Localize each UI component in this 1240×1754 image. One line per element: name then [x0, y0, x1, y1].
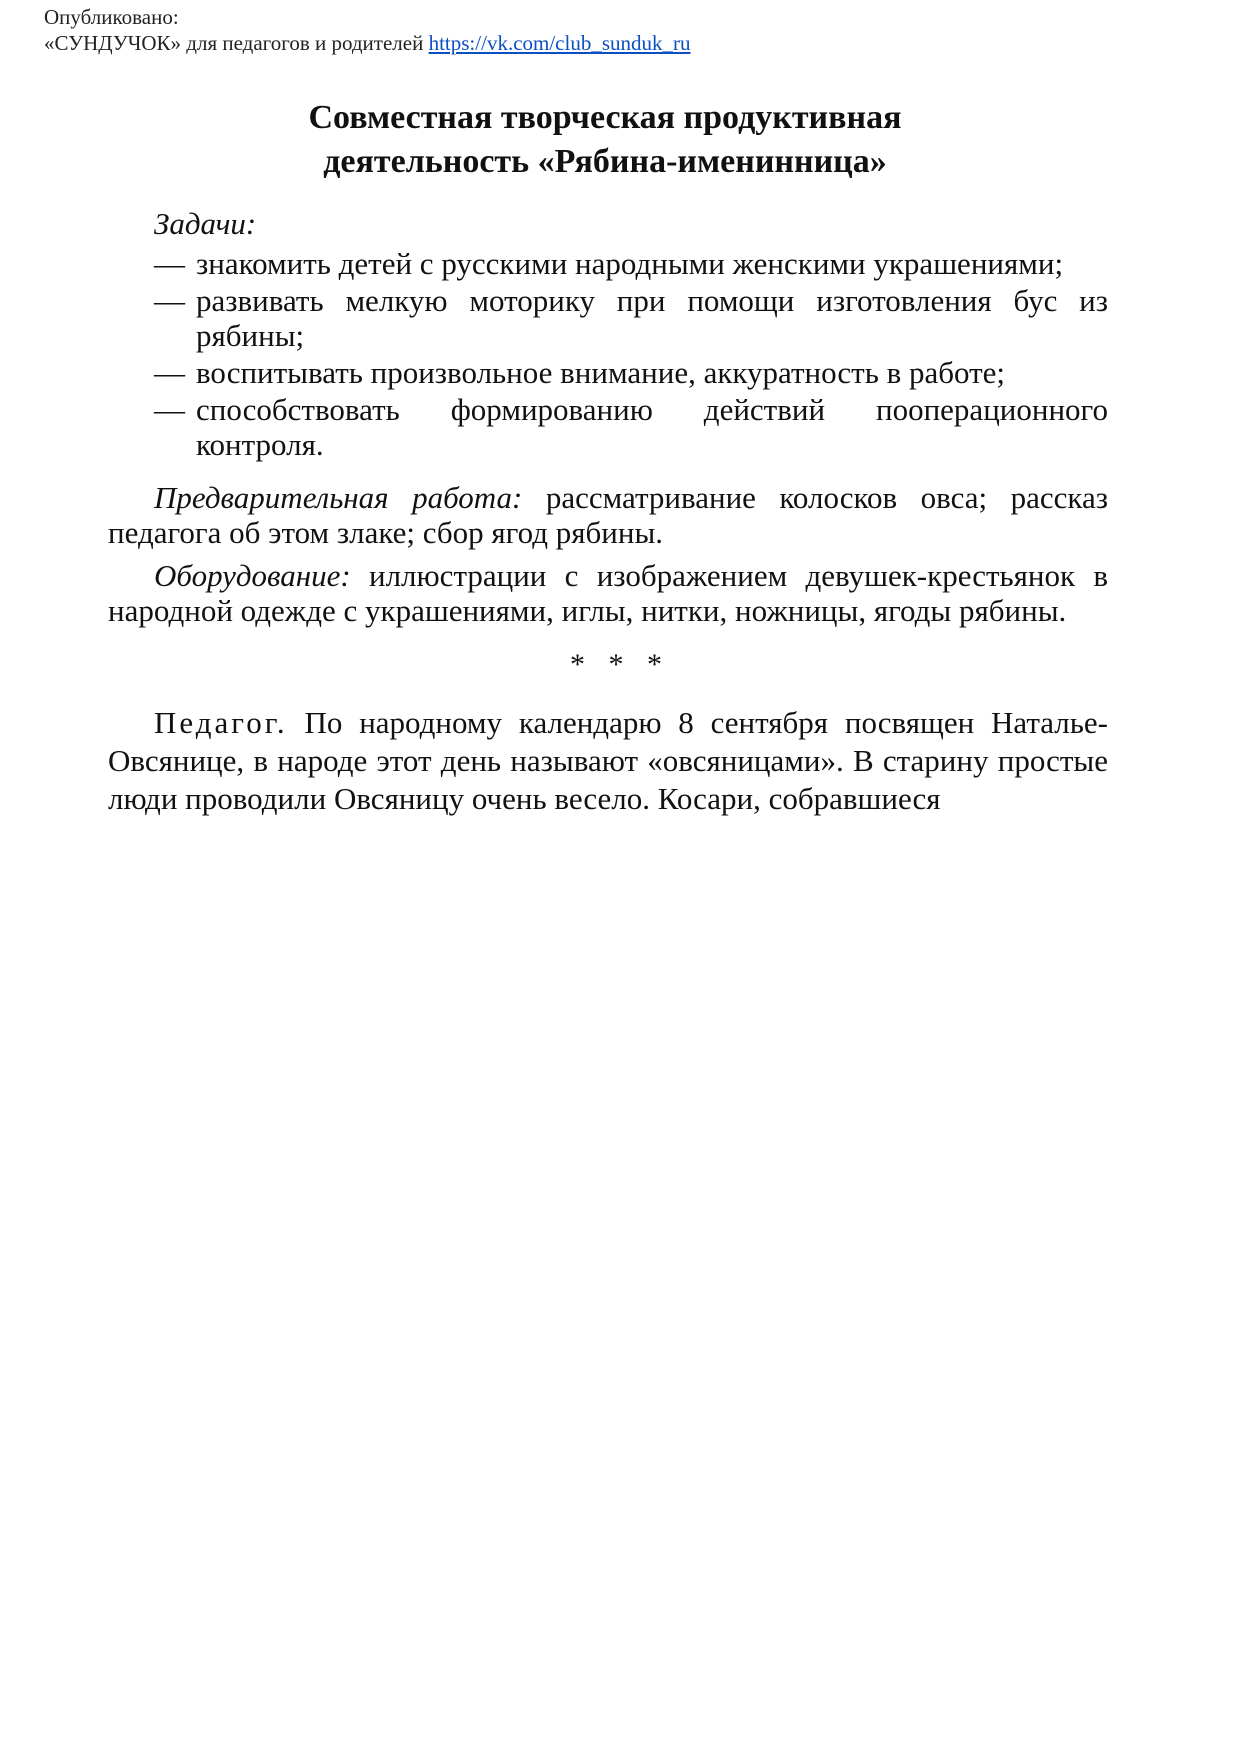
dash-marker: —: [154, 246, 185, 281]
list-item: [154, 283, 1108, 353]
preliminary-label: Предварительная работа:: [154, 480, 523, 515]
task-text: знакомить детей с русскими народными женскими украшениями;: [196, 246, 1064, 281]
publisher-text: «СУНДУЧОК» для педагогов и родителей: [44, 31, 424, 55]
list-item: [154, 392, 1108, 462]
preliminary-work-paragraph: [108, 480, 1108, 550]
speaker-label: Педагог.: [154, 705, 288, 740]
section-separator: * * *: [570, 648, 670, 681]
list-item: [154, 246, 1108, 281]
published-label: Опубликовано:: [44, 5, 179, 29]
title-line-2: деятельность «Рябина-именинница»: [323, 143, 887, 180]
dash-marker: —: [154, 283, 185, 318]
equipment-text: иллюстрации с изображением девушек-крестьянок в народной одежде с украшениями, иглы, нитки, ножницы, ягоды рябины.: [108, 558, 1108, 628]
title-line-1: Совместная творческая продуктивная: [308, 99, 902, 136]
narrative-paragraph: [108, 704, 1108, 818]
tasks-list: [154, 246, 1108, 464]
dash-marker: —: [154, 355, 185, 390]
equipment-label: Оборудование:: [154, 558, 351, 593]
list-item: [154, 355, 1108, 390]
dash-marker: —: [154, 392, 185, 427]
tasks-label: Задачи:: [154, 206, 257, 241]
page-title: [100, 96, 1110, 184]
narrative-text: По народному календарю 8 сентября посвящен Наталье-Овсянице, в народе этот день называют «овсяницами». В старину простые люди проводили Овсяницу очень весело. Косари, собравшиеся: [108, 705, 1108, 816]
task-text: воспитывать произвольное внимание, аккуратность в работе;: [196, 355, 1006, 390]
publisher-line: [44, 30, 691, 56]
task-text: развивать мелкую моторику при помощи изготовления бус из рябины;: [196, 283, 1108, 353]
vk-link[interactable]: https://vk.com/club_sunduk_ru: [428, 31, 691, 55]
equipment-paragraph: [108, 558, 1108, 628]
task-text: способствовать формированию действий пооперационного контроля.: [196, 392, 1108, 462]
publication-note: [44, 4, 691, 56]
preliminary-text: рассматривание колосков овса; рассказ педагога об этом злаке; сбор ягод рябины.: [108, 480, 1108, 550]
